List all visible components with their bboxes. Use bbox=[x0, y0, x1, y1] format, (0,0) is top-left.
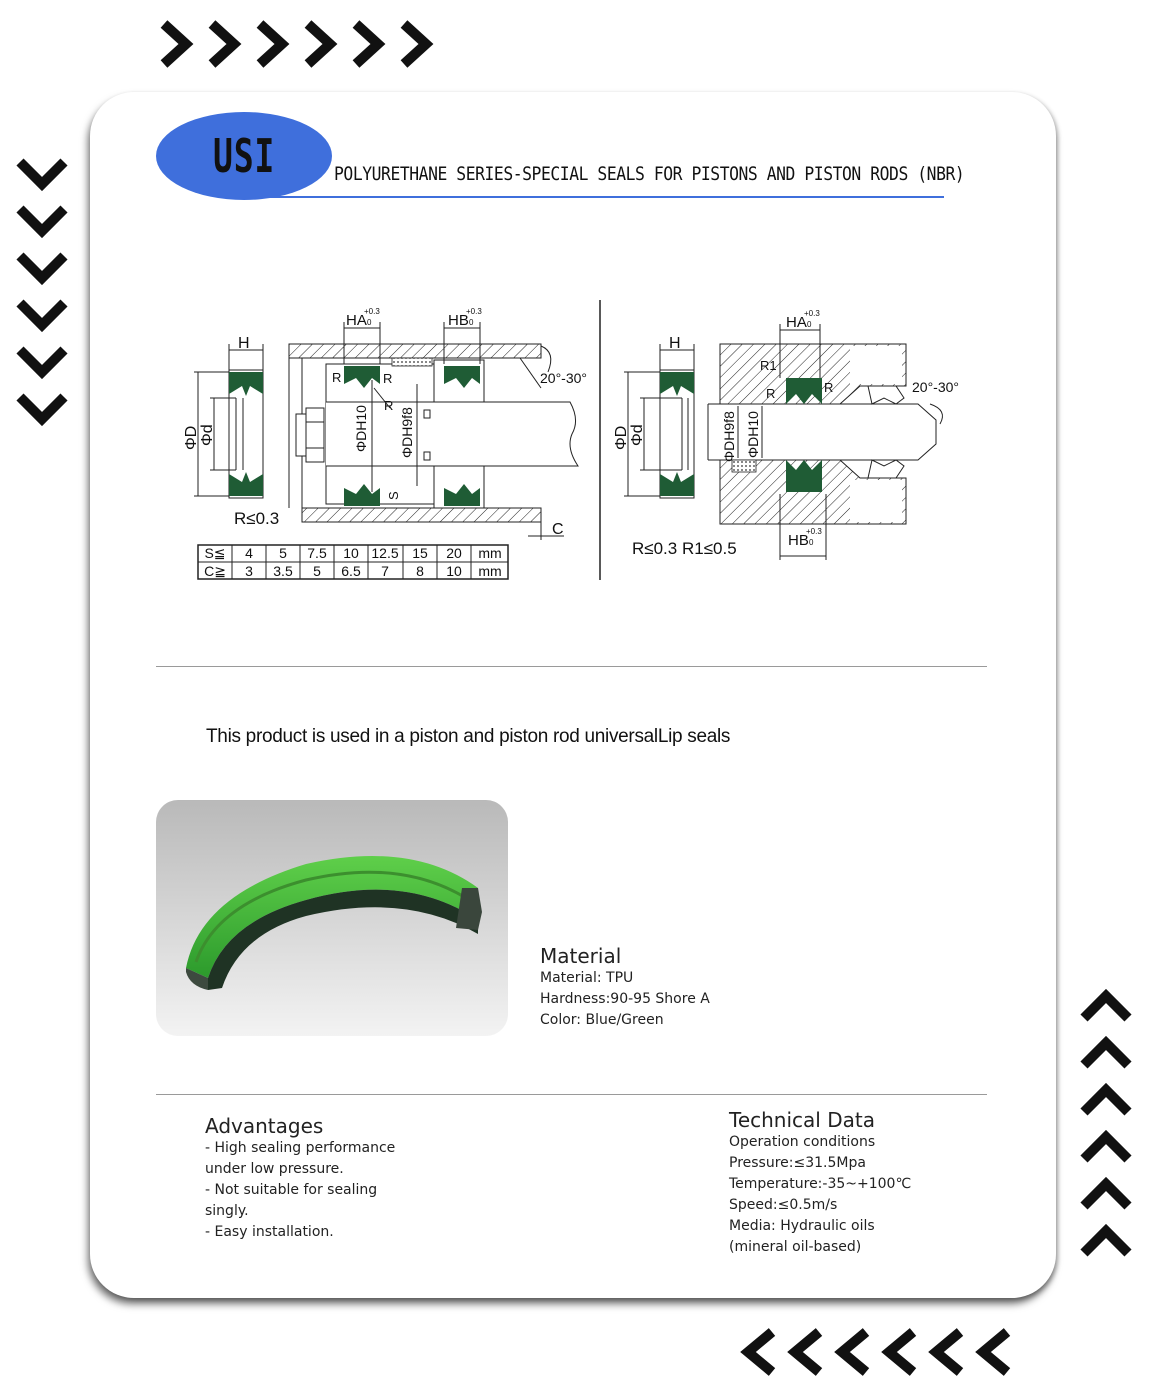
chevron-left-icon bbox=[783, 1326, 830, 1378]
dim-dh10-right: ΦDH10 bbox=[745, 411, 761, 458]
tol-ha-plus-right: +0.3 bbox=[804, 309, 820, 318]
tol-ha-zero-right: 0 bbox=[807, 320, 812, 329]
technical-data-section bbox=[729, 1108, 911, 1258]
technical-data-line: Operation conditions bbox=[729, 1134, 876, 1150]
logo-text: USI bbox=[213, 129, 275, 183]
technical-data-heading: Technical Data bbox=[729, 1108, 875, 1132]
table-cell: 10 bbox=[446, 563, 462, 579]
tol-hb-plus-right: +0.3 bbox=[806, 527, 822, 536]
chevron-left-icon bbox=[830, 1326, 877, 1378]
dimension-table bbox=[198, 545, 508, 579]
technical-data-line: Speed:≤0.5m/s bbox=[729, 1197, 838, 1213]
tol-hb-plus-left: +0.3 bbox=[466, 307, 482, 316]
chevron-up-icon bbox=[1078, 1219, 1134, 1266]
table-cell: 3.5 bbox=[273, 563, 293, 579]
seal-section-left bbox=[183, 335, 279, 528]
table-cell: 5 bbox=[279, 545, 287, 561]
table-cell: 3 bbox=[245, 563, 253, 579]
dim-phi-D: ΦD bbox=[183, 425, 200, 450]
usage-description: This product is used in a piston and piston rod universalLip seals bbox=[206, 726, 731, 747]
dim-c: C bbox=[552, 521, 564, 538]
table-cell: 12.5 bbox=[371, 545, 399, 561]
dim-phi-d-right: Φd bbox=[629, 424, 646, 446]
material-line: Hardness:90-95 Shore A bbox=[540, 991, 710, 1007]
chevron-left-icon bbox=[924, 1326, 971, 1378]
section-divider bbox=[156, 1094, 987, 1095]
table-cell: 5 bbox=[313, 563, 321, 579]
chevron-up-icon bbox=[1078, 1031, 1134, 1078]
label-r-c: R bbox=[384, 398, 394, 413]
chevron-left-icon bbox=[971, 1326, 1018, 1378]
chevron-left-icon bbox=[736, 1326, 783, 1378]
rod-seal-drawing bbox=[613, 309, 959, 560]
tol-hb-zero-right: 0 bbox=[809, 538, 814, 547]
label-r-right-a: R bbox=[824, 380, 834, 395]
bottom-chevron-row bbox=[736, 1326, 1018, 1378]
advantages-heading: Advantages bbox=[205, 1114, 324, 1138]
advantages-line: under low pressure. bbox=[205, 1161, 344, 1177]
tol-ha-plus-left: +0.3 bbox=[364, 307, 380, 316]
dim-dh9f8-left: ΦDH9f8 bbox=[399, 407, 415, 458]
page-title: POLYURETHANE SERIES-SPECIAL SEALS FOR PISTONS AND PISTON RODS (NBR) bbox=[334, 163, 965, 185]
advantages-section bbox=[205, 1114, 395, 1243]
dim-phi-D-right: ΦD bbox=[613, 425, 630, 450]
angle-left: 20°-30° bbox=[540, 370, 588, 386]
u-cup-seal-image bbox=[156, 800, 508, 1036]
dim-hb-right: HB bbox=[788, 532, 809, 549]
material-line: Material: TPU bbox=[540, 970, 634, 986]
radius-note-left: R≤0.3 bbox=[234, 509, 280, 528]
table-cell: 10 bbox=[343, 545, 359, 561]
table-cell: S≦ bbox=[204, 545, 226, 561]
material-section bbox=[540, 944, 710, 1031]
chevron-up-icon bbox=[1078, 984, 1134, 1031]
chevron-up-icon bbox=[1078, 1078, 1134, 1125]
advantages-line: singly. bbox=[205, 1203, 249, 1219]
table-cell: C≧ bbox=[204, 563, 226, 579]
advantages-line: - High sealing performance bbox=[205, 1140, 396, 1156]
advantages-line: - Easy installation. bbox=[205, 1224, 334, 1240]
table-cell: 15 bbox=[412, 545, 428, 561]
dim-h-right: H bbox=[669, 335, 681, 352]
label-s: S bbox=[386, 491, 401, 500]
label-r1-right: R1 bbox=[760, 358, 777, 373]
label-r-b: R bbox=[383, 371, 393, 386]
right-chevron-column bbox=[1078, 984, 1134, 1266]
label-r-right-b: R bbox=[766, 386, 776, 401]
technical-data-line: Media: Hydraulic oils bbox=[729, 1218, 875, 1234]
angle-right: 20°-30° bbox=[912, 379, 960, 395]
radius-note-right: R≤0.3 R1≤0.5 bbox=[632, 539, 737, 558]
material-line: Color: Blue/Green bbox=[540, 1012, 664, 1028]
section-divider bbox=[156, 666, 987, 667]
dim-phi-d: Φd bbox=[199, 424, 216, 446]
tol-hb-zero-left: 0 bbox=[469, 318, 474, 327]
dim-ha-left: HA bbox=[346, 312, 367, 329]
product-photo bbox=[156, 800, 508, 1036]
advantages-line: - Not suitable for sealing bbox=[205, 1182, 378, 1198]
technical-data-line: Pressure:≤31.5Mpa bbox=[729, 1155, 866, 1171]
dim-dh9f8-right: ΦDH9f8 bbox=[721, 411, 737, 462]
seal-section-right bbox=[613, 335, 694, 498]
piston-seal-drawing bbox=[183, 307, 587, 540]
table-cell: 7 bbox=[381, 563, 389, 579]
table-cell: 20 bbox=[446, 545, 462, 561]
table-cell: mm bbox=[478, 545, 502, 561]
material-heading: Material bbox=[540, 944, 622, 968]
table-cell: mm bbox=[478, 563, 502, 579]
chevron-up-icon bbox=[1078, 1172, 1134, 1219]
dim-hb-left: HB bbox=[448, 312, 469, 329]
table-cell: 4 bbox=[245, 545, 253, 561]
table-cell: 8 bbox=[416, 563, 424, 579]
table-cell: 7.5 bbox=[307, 545, 327, 561]
label-r-a: R bbox=[332, 370, 342, 385]
chevron-left-icon bbox=[877, 1326, 924, 1378]
table-cell: 6.5 bbox=[341, 563, 361, 579]
technical-data-line: Temperature:-35~+100℃ bbox=[729, 1176, 912, 1192]
dim-ha-right: HA bbox=[786, 314, 807, 331]
chevron-up-icon bbox=[1078, 1125, 1134, 1172]
technical-data-line: (mineral oil-based) bbox=[729, 1239, 862, 1255]
tol-ha-zero-left: 0 bbox=[367, 318, 372, 327]
seal-installation-drawing bbox=[0, 0, 1160, 640]
dim-h: H bbox=[238, 335, 250, 352]
dim-dh10-left: ΦDH10 bbox=[353, 405, 369, 452]
